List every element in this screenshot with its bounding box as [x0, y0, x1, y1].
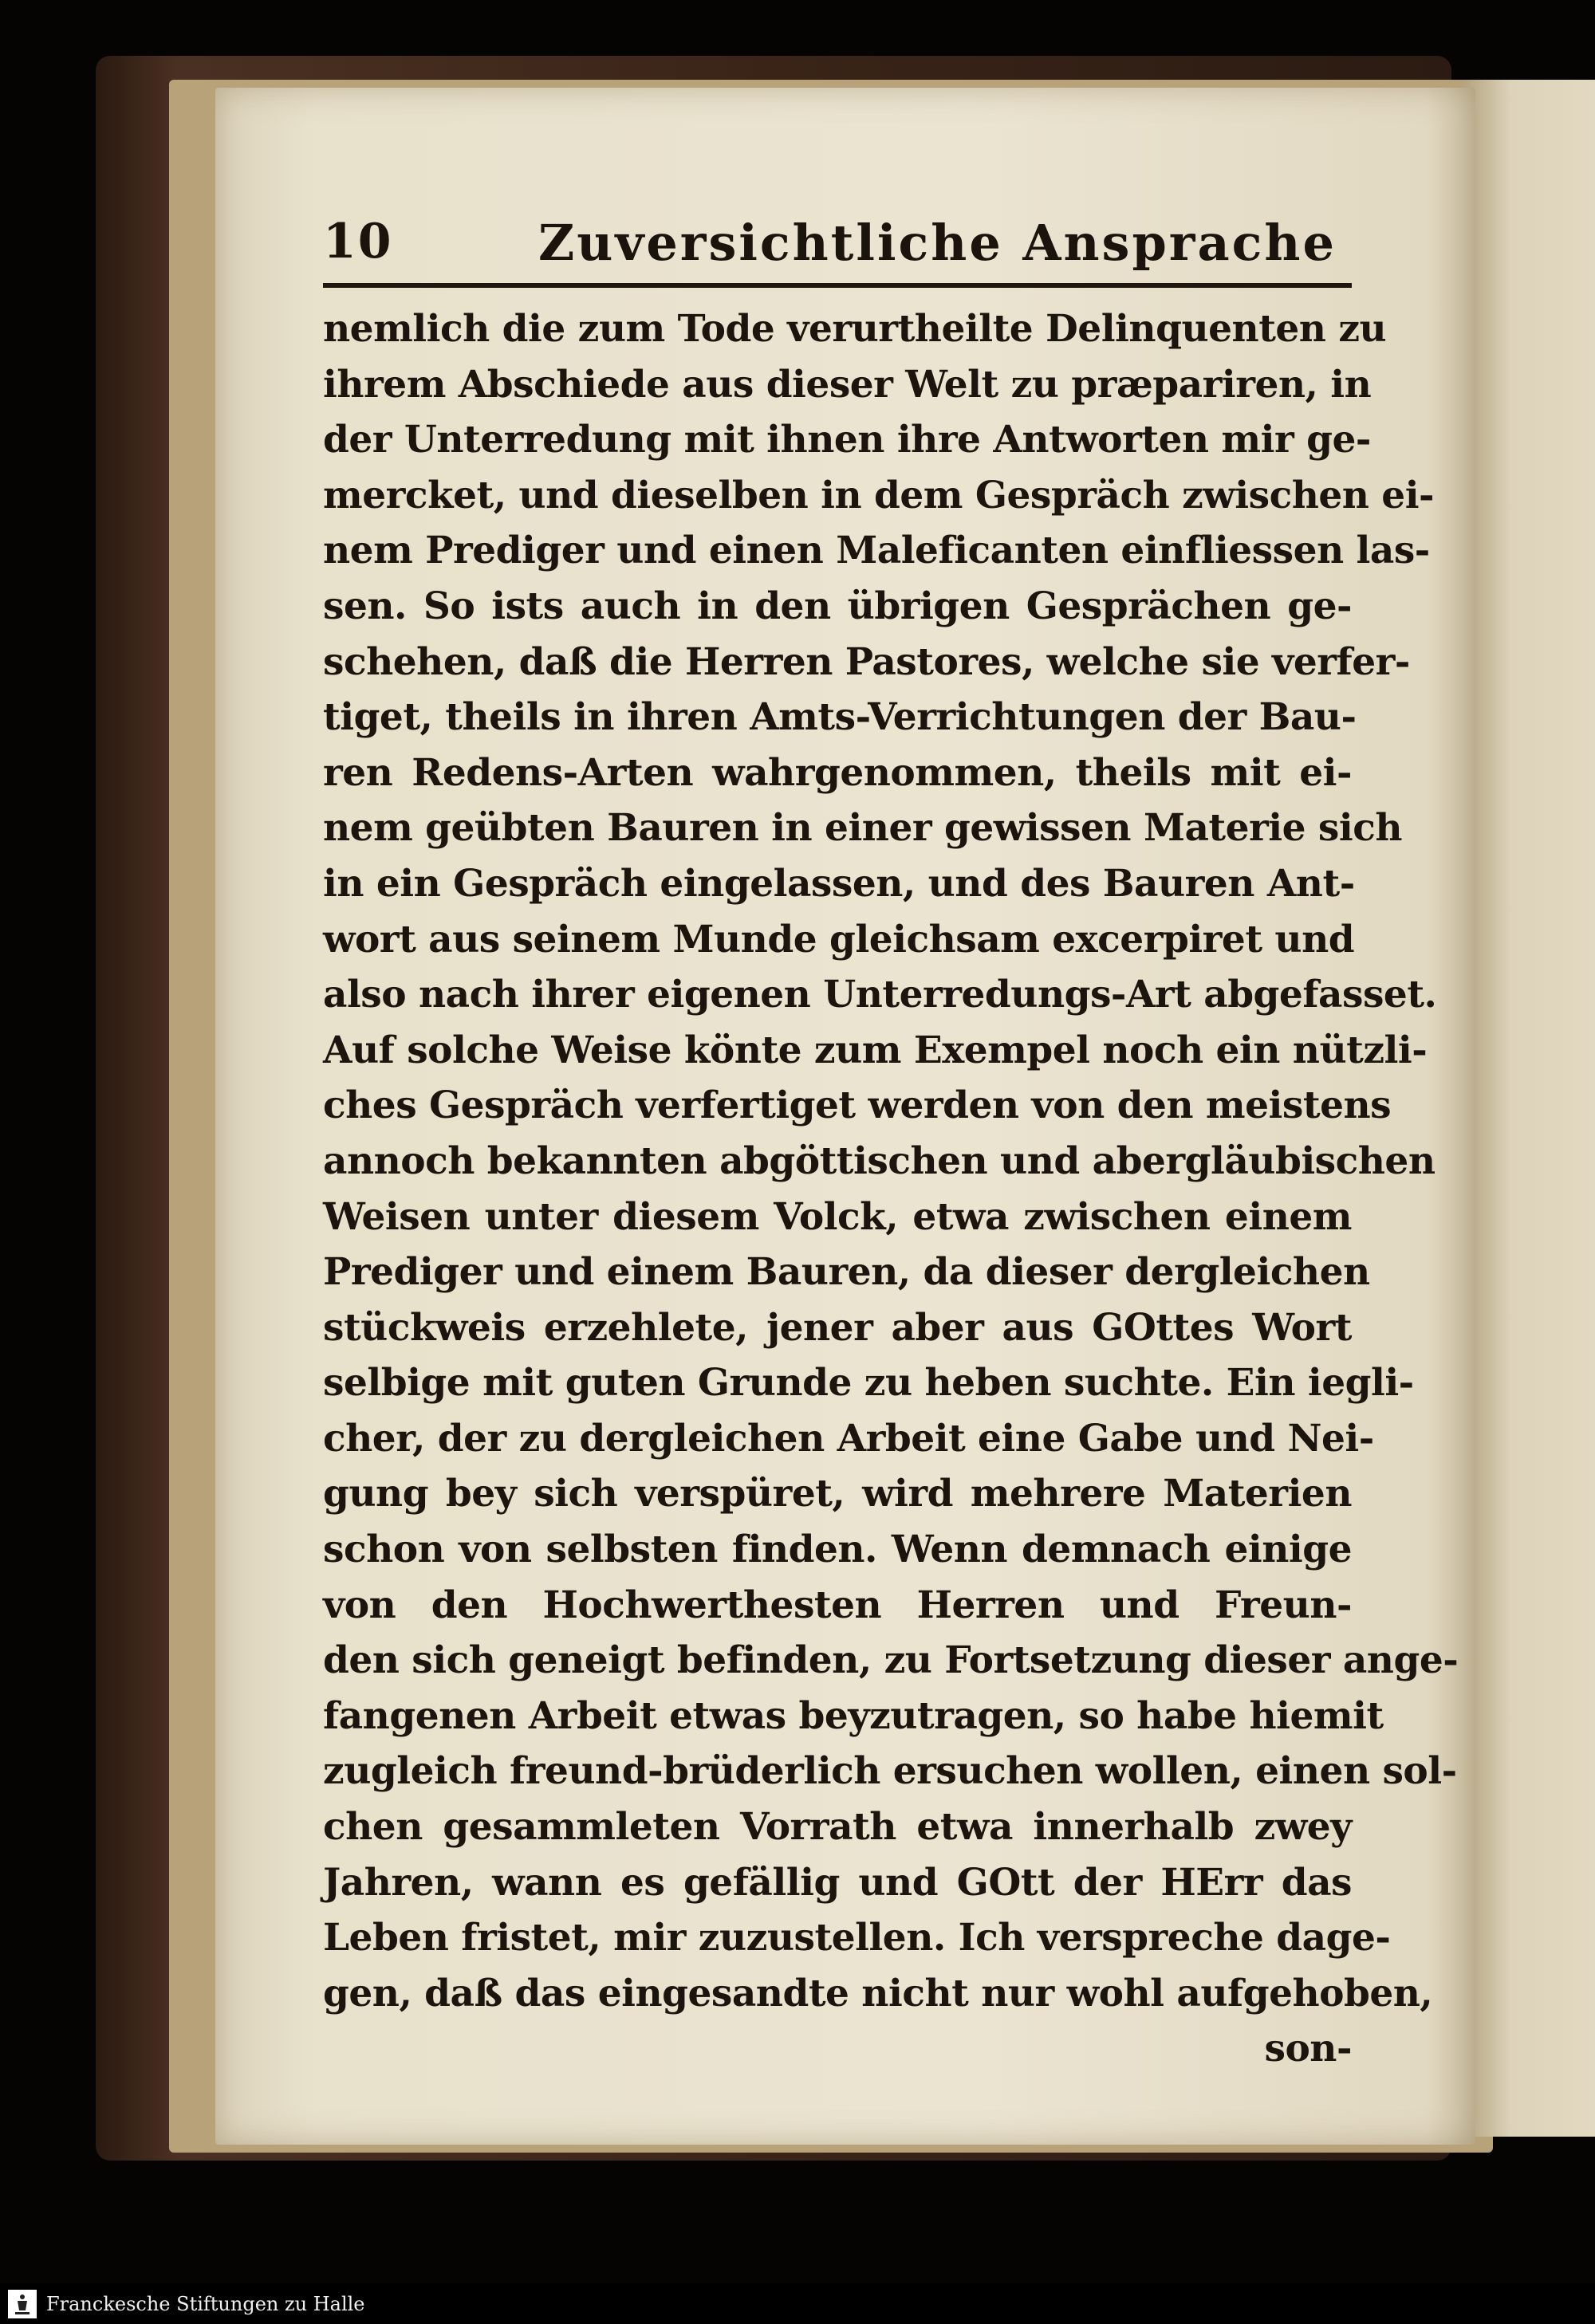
text-line: zugleich freund-brüderlich ersuchen wollen, einen sol- — [323, 1749, 1457, 1794]
text-line: gung bey sich verspüret, wird mehrere Materien — [323, 1472, 1352, 1516]
text-line: Leben fristet, mir zuzustellen. Ich verspreche dage- — [323, 1916, 1391, 1960]
text-line: chen gesammleten Vorrath etwa innerhalb zwey — [323, 1805, 1352, 1850]
text-line: Jahren, wann es gefällig und GOtt der HErr das — [323, 1860, 1352, 1905]
text-line: fangenen Arbeit etwas beyzutragen, so habe hiemit — [323, 1693, 1384, 1738]
text-line: cher, der zu dergleichen Arbeit eine Gabe und Nei- — [323, 1416, 1374, 1461]
text-line: mercket, und dieselben in dem Gespräch zwischen ei- — [323, 473, 1435, 517]
footer-bar — [0, 2283, 1595, 2324]
text-line: selbige mit guten Grunde zu heben suchte. Ein iegli- — [323, 1361, 1414, 1406]
text-line: ches Gespräch verfertiget werden von den meistens — [323, 1083, 1392, 1128]
text-line: von den Hochwerthesten Herren und Freun- — [323, 1583, 1352, 1627]
header-rule — [323, 283, 1352, 288]
text-line: Weisen unter diesem Volck, etwa zwischen einem — [323, 1194, 1352, 1239]
footer-institution: Franckesche Stiftungen zu Halle — [46, 2293, 365, 2315]
text-line: nem geübten Bauren in einer gewissen Materie sich — [323, 806, 1403, 851]
text-line: der Unterredung mit ihnen ihre Antworten mir ge- — [323, 418, 1371, 462]
text-line: wort aus seinem Munde gleichsam excerpiret und — [323, 917, 1355, 961]
text-line: stückweis erzehlete, jener aber aus GOttes Wort — [323, 1305, 1352, 1350]
text-line: ren Redens-Arten wahrgenommen, theils mit ei- — [323, 750, 1352, 795]
text-line: schehen, daß die Herren Pastores, welche sie verfer- — [323, 639, 1410, 684]
text-line: in ein Gespräch eingelassen, und des Bauren Ant- — [323, 861, 1355, 906]
franckesche-stiftungen-logo-icon — [8, 2290, 37, 2318]
running-title: Zuversichtliche Ansprache — [538, 214, 1337, 272]
body-text — [323, 301, 1459, 2077]
running-head — [323, 214, 1352, 289]
facing-page — [1463, 80, 1595, 2137]
text-line: Prediger und einem Bauren, da dieser dergleichen — [323, 1250, 1370, 1295]
text-line: den sich geneigt befinden, zu Fortsetzung dieser ange- — [323, 1638, 1459, 1683]
text-line: nemlich die zum Tode verurtheilte Delinquenten zu — [323, 307, 1387, 351]
text-line: annoch bekannten abgöttischen und abergläubischen — [323, 1138, 1436, 1183]
text-line: Auf solche Weise könte zum Exempel noch ein nützli- — [323, 1028, 1428, 1072]
text-line: gen, daß das eingesandte nicht nur wohl aufgehoben, — [323, 1971, 1433, 2015]
text-line: also nach ihrer eigenen Unterredungs-Art abgefasset. — [323, 973, 1437, 1017]
text-line: sen. So ists auch in den übrigen Gesprächen ge- — [323, 584, 1352, 628]
page-number: 10 — [323, 214, 393, 269]
text-line: nem Prediger und einen Maleficanten einfliessen las- — [323, 529, 1430, 573]
catchword: son- — [1264, 2027, 1352, 2071]
text-line: tiget, theils in ihren Amts-Verrichtungen der Bau- — [323, 695, 1357, 740]
text-line: schon von selbsten finden. Wenn demnach einige — [323, 1528, 1352, 1572]
text-line: ihrem Abschiede aus dieser Welt zu præpariren, in — [323, 362, 1372, 407]
